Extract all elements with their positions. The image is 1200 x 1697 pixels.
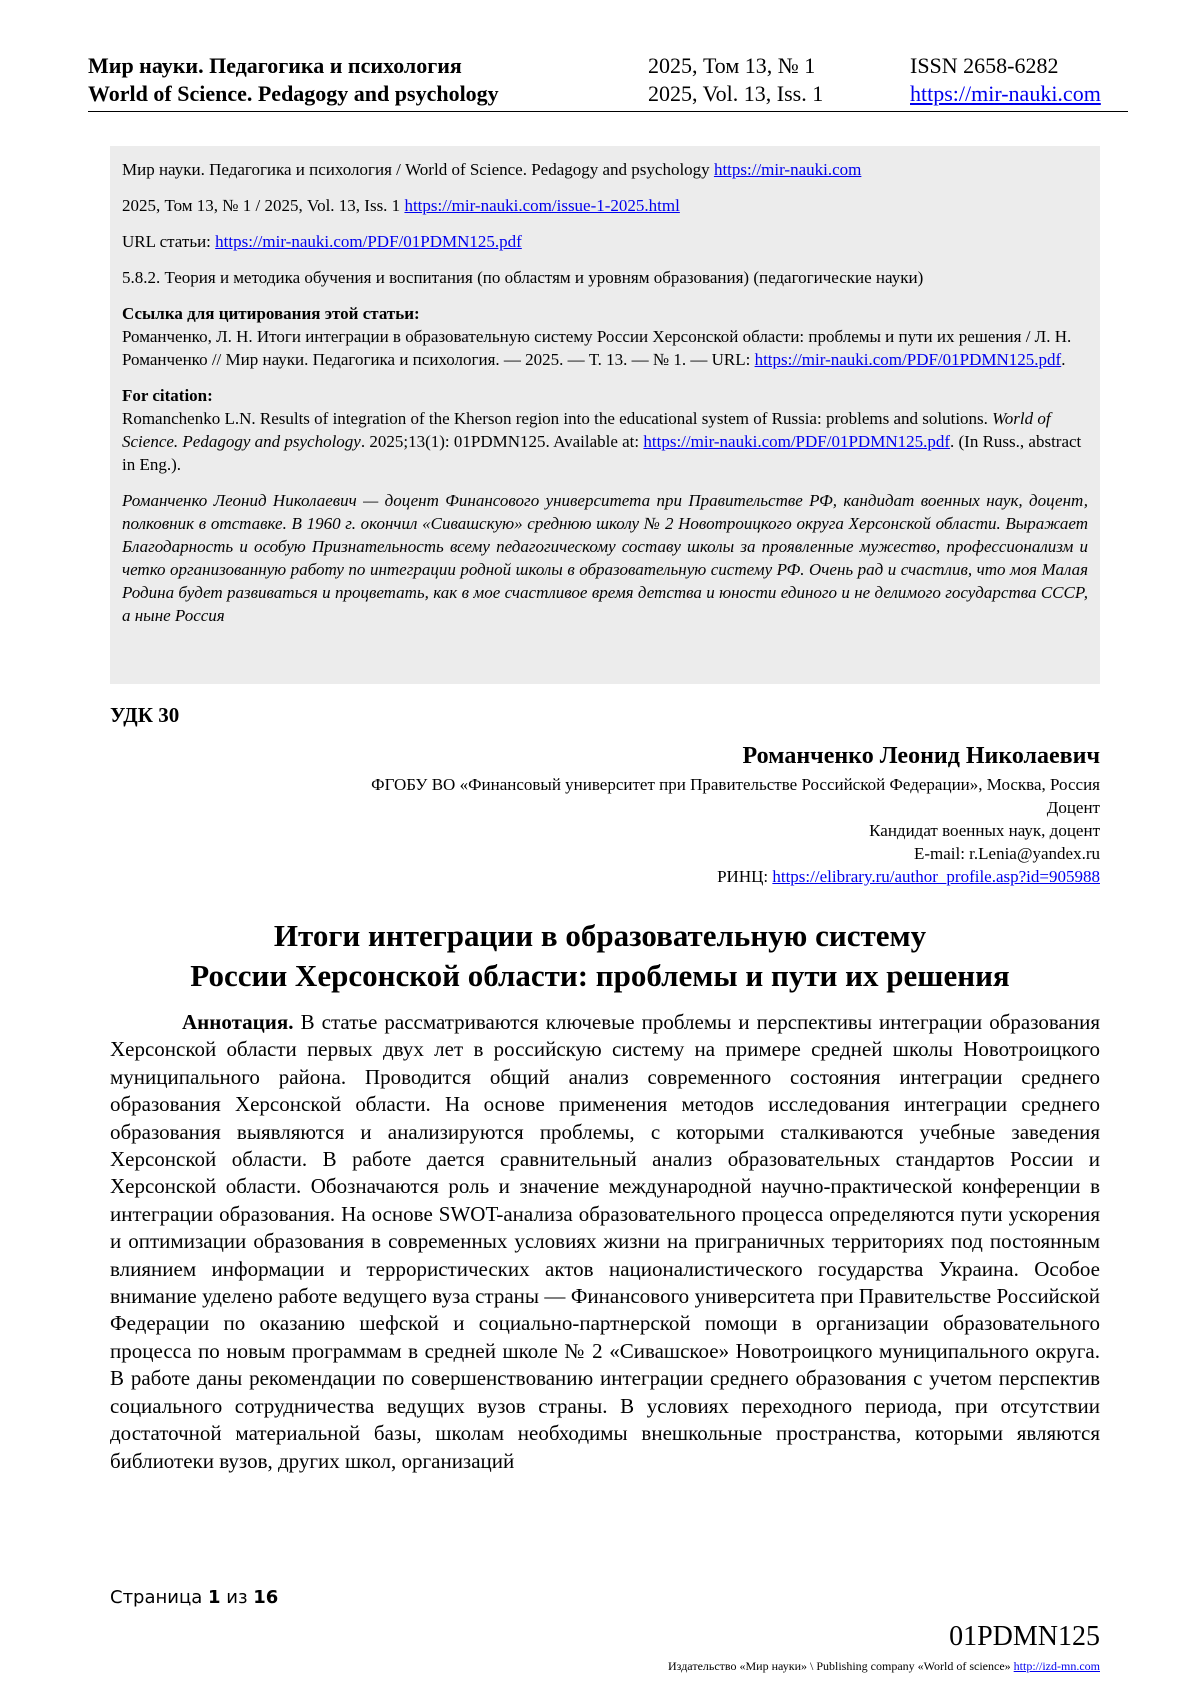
header-journal-title bbox=[88, 52, 499, 108]
cite-ru-text: Романченко, Л. Н. Итоги интеграции в образовательную систему России Херсонской области: проблемы и пути их решения / Л. Н. Романченко // Мир науки. Педагогика и психология. — 2025. — Т. 13. — № 1. — URL: https://mir-nauki.com/PDF/01PDMN125.pdf. bbox=[122, 327, 1072, 369]
article-title-line-1: Итоги интеграции в образовательную систему bbox=[273, 918, 927, 953]
header-issn: ISSN 2658-6282 bbox=[910, 53, 1059, 78]
author-affiliation: ФГОБУ ВО «Финансовый университет при Правительстве Российской Федерации», Москва, Россия bbox=[371, 775, 1100, 794]
header-journal-ru: Мир науки. Педагогика и психология bbox=[88, 53, 462, 78]
cite-ru-link[interactable]: https://mir-nauki.com/PDF/01PDMN125.pdf bbox=[754, 350, 1062, 369]
cite-en-text: Romanchenko L.N. Results of integration of the Kherson region into the educational system of Russia: problems and solutions. World of Science. Pedagogy and psychology. 2025;13(1): 01PDMN125. Available at: https://mir-nauki.com/PDF/01PDMN125.pdf. (In Russ., abstract in Eng.). bbox=[122, 409, 1082, 474]
info-article-url-line: URL статьи: https://mir-nauki.com/PDF/01PDMN125.pdf bbox=[122, 232, 522, 251]
author-email: E-mail: r.Lenia@yandex.ru bbox=[913, 844, 1100, 863]
cite-en-link[interactable]: https://mir-nauki.com/PDF/01PDMN125.pdf bbox=[643, 432, 951, 451]
author-name: Романченко Леонид Николаевич bbox=[742, 743, 1100, 769]
article-code: 01PDMN125 bbox=[949, 1621, 1100, 1652]
article-title bbox=[100, 916, 1100, 996]
udk-code: УДК 30 bbox=[110, 703, 180, 727]
info-issue-link[interactable]: https://mir-nauki.com/issue-1-2025.html bbox=[404, 196, 680, 215]
page-counter: Страница 1 из 16 bbox=[110, 1587, 279, 1608]
article-info-box bbox=[110, 146, 1100, 684]
cite-en-heading: For citation: bbox=[122, 386, 213, 405]
abstract-text: В статье рассматриваются ключевые проблемы и перспективы интеграции образования Херсонской области первых двух лет в российскую систему на примере средней школы Новотроицкого муниципального района. Проводится общий анализ современного состояния интеграции среднего образования Херсонской области. На основе применения методов исследования интеграции среднего образования выявляются и анализируются проблемы, с которыми сталкиваются учебные заведения Херсонской области. В работе дается сравнительный анализ образовательных стандартов России и Херсонской области. Обозначаются роль и значение международной научно-практической конференции в интеграции образования. На основе SWOT-анализа образовательного процесса определяются пути ускорения и оптимизации образования в современных условиях жизни на приграничных территориях под постоянным влиянием информации и террористических актов националистического государства Украина. Особое внимание уделено работе ведущего вуза страны — Финансового университета при Правительстве Российской Федерации по оказанию шефской и социально-партнерской помощи в организации образовательного процесса по новым программам в средней школе № 2 «Сивашское» Новотроицкого муниципального округа. В работе даны рекомендации по совершенствованию интеграции среднего образования с учетом перспектив социального сотрудничества ведущих вузов страны. В условиях переходного периода, при отсутствии достаточной материальной базы, школам необходимы внешкольные пространства, которыми являются библиотеки вузов, других школ, организаций bbox=[110, 1010, 1101, 1473]
header-issue bbox=[648, 52, 823, 108]
publisher-link[interactable]: http://izd-mn.com bbox=[1013, 1659, 1100, 1673]
info-specialty: 5.8.2. Теория и методика обучения и воспитания (по областям и уровням образования) (педагогические науки) bbox=[122, 268, 924, 287]
header-journal-en: World of Science. Pedagogy and psychology bbox=[88, 81, 499, 106]
author-rinc: РИНЦ: https://elibrary.ru/author_profile.asp?id=905988 bbox=[717, 867, 1100, 886]
publisher-line: Издательство «Мир науки» \ Publishing company «World of science» http://izd-mn.com bbox=[668, 1659, 1100, 1673]
article-title-line-2: России Херсонской области: проблемы и пути их решения bbox=[190, 958, 1010, 993]
journal-header bbox=[88, 52, 1128, 112]
header-issue-ru: 2025, Том 13, № 1 bbox=[648, 53, 816, 78]
info-journal-line: Мир науки. Педагогика и психология / World of Science. Pedagogy and psychology https://mir-nauki.com bbox=[122, 160, 862, 179]
info-journal-link[interactable]: https://mir-nauki.com bbox=[713, 160, 862, 179]
info-article-link[interactable]: https://mir-nauki.com/PDF/01PDMN125.pdf bbox=[215, 232, 522, 251]
header-site-link[interactable]: https://mir-nauki.com bbox=[910, 81, 1101, 106]
author-block bbox=[371, 741, 1100, 888]
abstract bbox=[110, 1009, 1100, 1475]
author-rinc-link[interactable]: https://elibrary.ru/author_profile.asp?id=905988 bbox=[772, 867, 1100, 886]
cite-ru-heading: Ссылка для цитирования этой статьи: bbox=[122, 304, 420, 323]
header-divider bbox=[88, 111, 1128, 112]
header-issue-en: 2025, Vol. 13, Iss. 1 bbox=[648, 81, 824, 106]
author-position: Доцент bbox=[1046, 798, 1100, 817]
author-degree: Кандидат военных наук, доцент bbox=[869, 821, 1100, 840]
info-issue-line: 2025, Том 13, № 1 / 2025, Vol. 13, Iss. 1 https://mir-nauki.com/issue-1-2025.html bbox=[122, 196, 680, 215]
header-issn-block bbox=[910, 52, 1101, 108]
abstract-label: Аннотация. bbox=[182, 1010, 294, 1034]
author-bio: Романченко Леонид Николаевич — доцент Финансового университета при Правительстве РФ, кандидат военных наук, доцент, полковник в отставке. В 1960 г. окончил «Сивашскую» среднюю школу № 2 Новотроицкого округа Херсонской области. Выражает Благодарность и особую Признательность всему педагогическому составу школы за проявленные мужество, профессионализм и четко организованную работу по интеграции родной школы в образовательную систему РФ. Очень рад и счастлив, что моя Малая Родина будет развиваться и процветать, как в мое счастливое время детства и юности единого и не делимого государства СССР, а ныне Россия bbox=[122, 491, 1088, 625]
